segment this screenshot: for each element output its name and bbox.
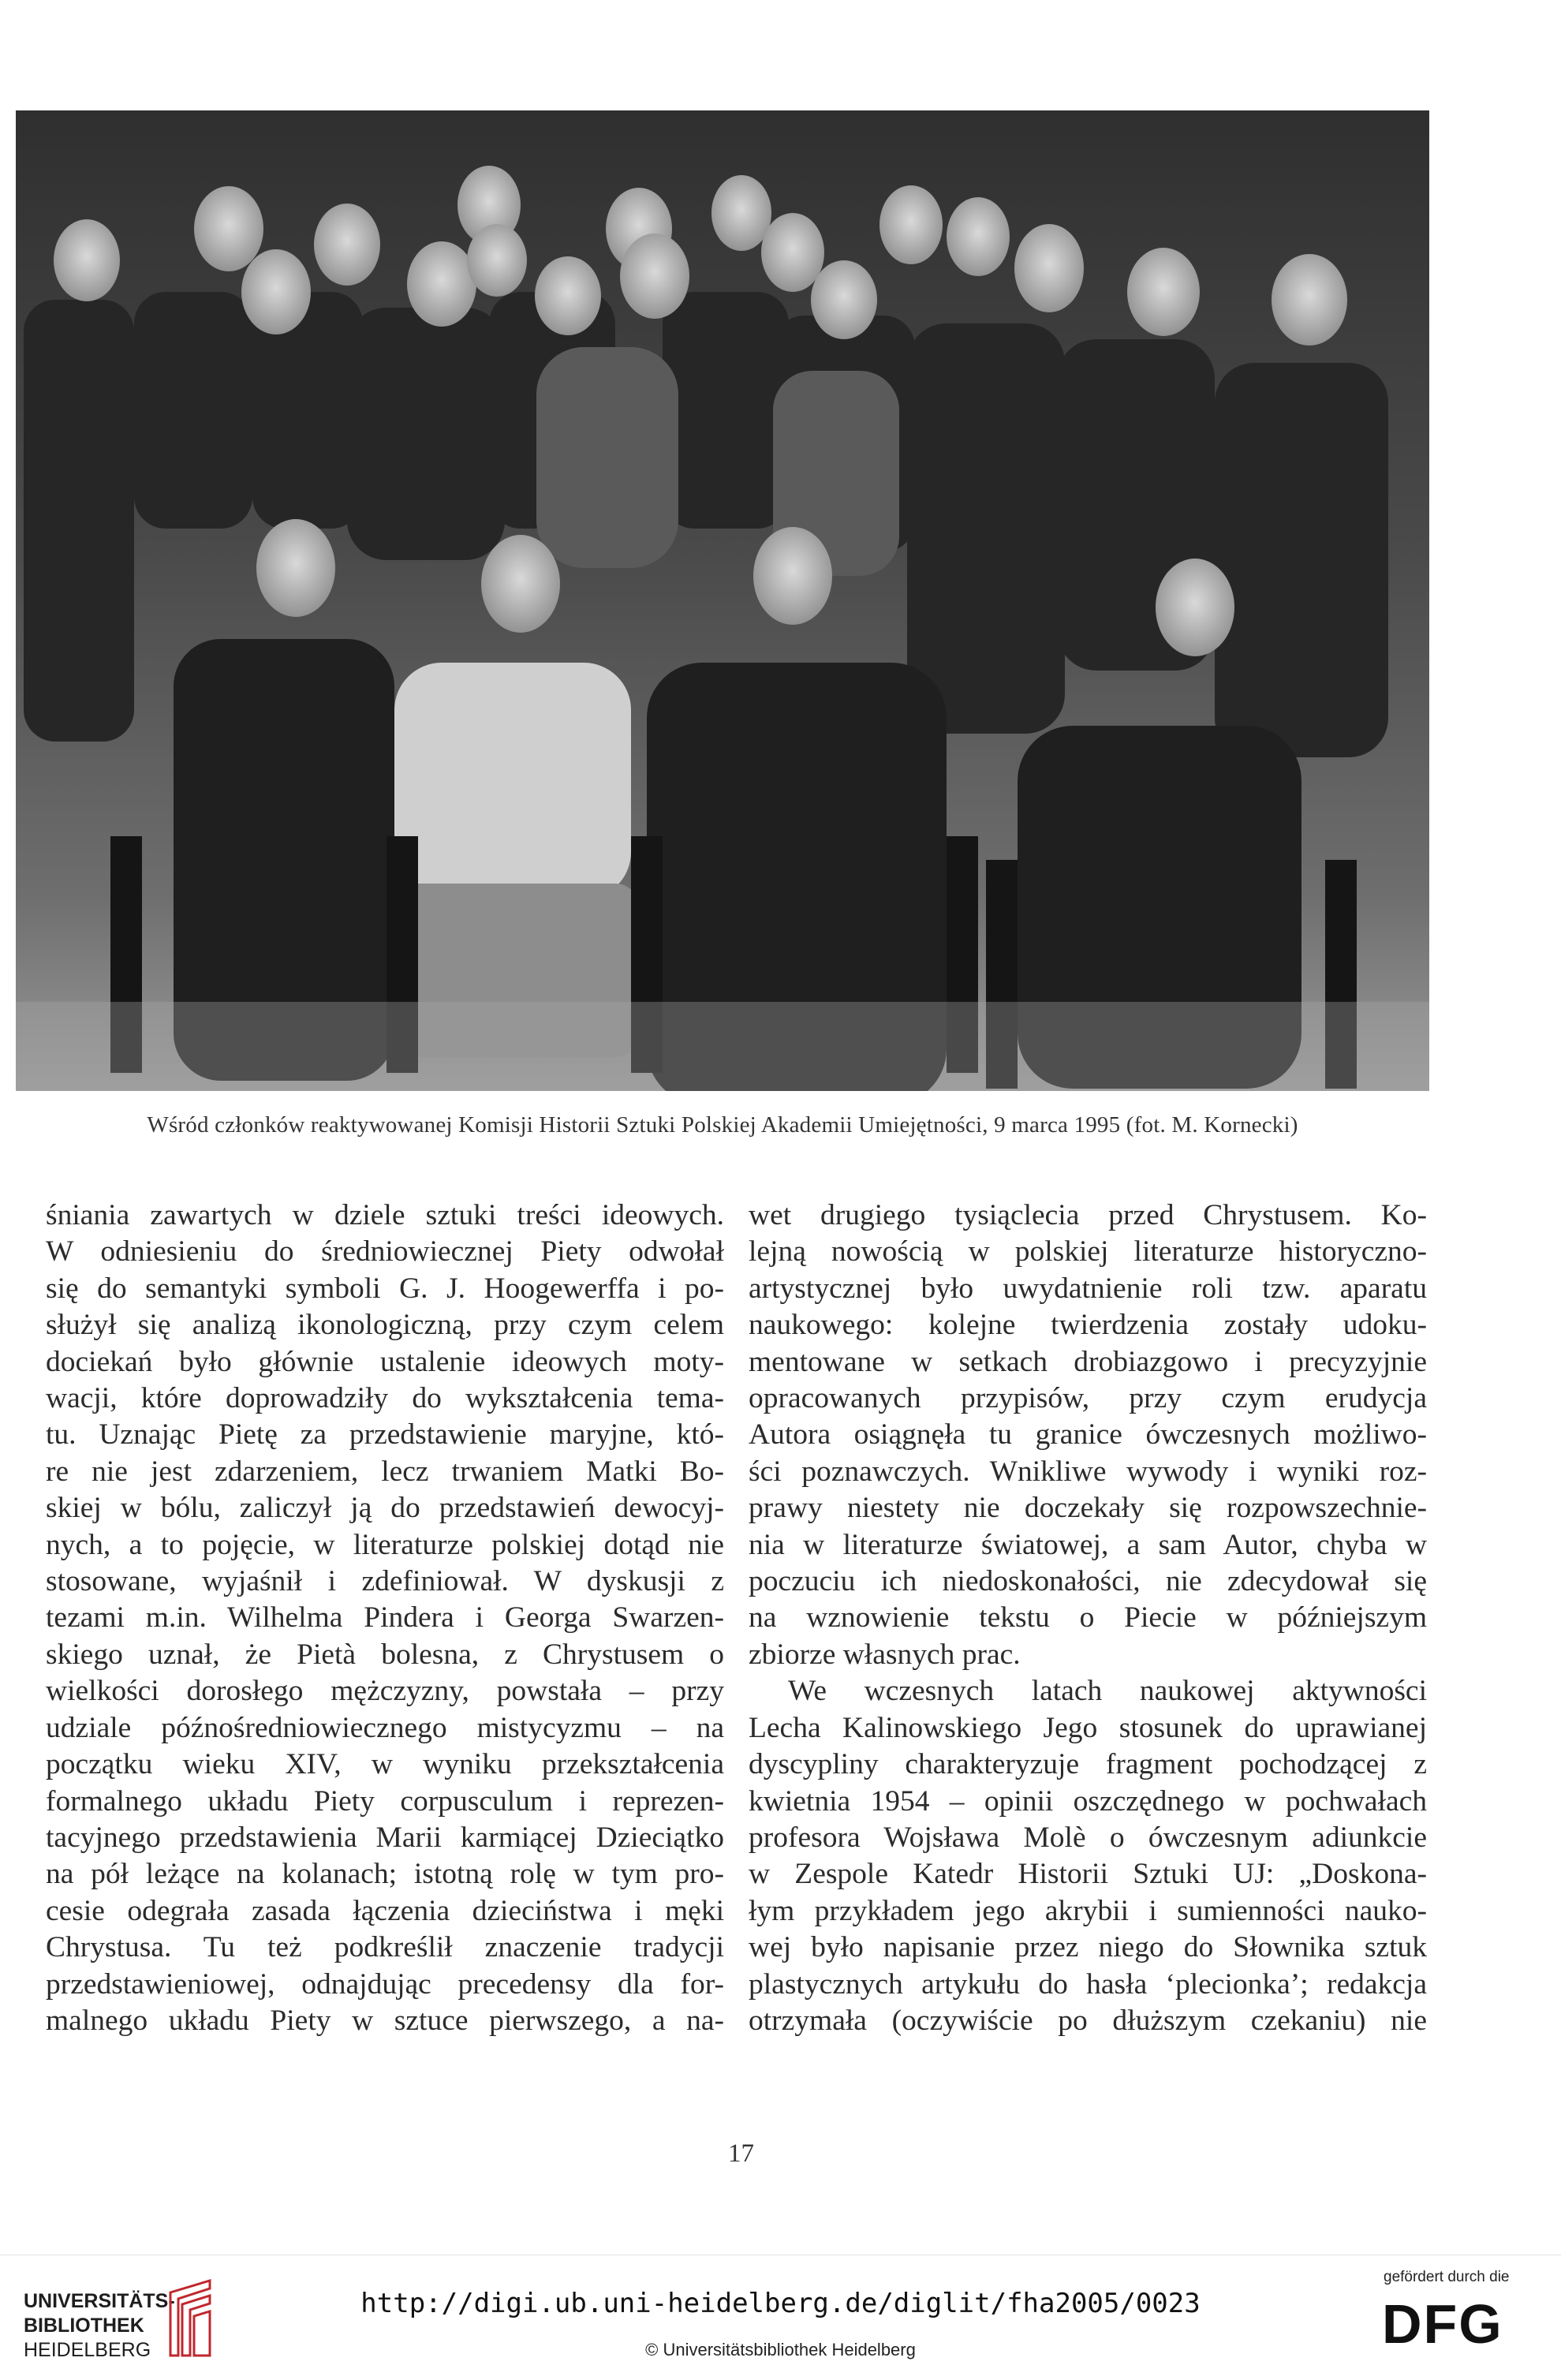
text-line: tacyjnego przedstawienia Marii karmiącej Dzieciątko <box>46 1821 724 1854</box>
text-line: skiej w bólu, zaliczył ją do przedstawień dewocyj- <box>46 1492 724 1525</box>
text-line: nych, a to pojęcie, w literaturze polskiej dotąd nie <box>46 1528 724 1561</box>
text-line: stosowane, wyjaśnił i zdefiniował. W dyskusji z <box>46 1565 724 1598</box>
text-line: tu. Uznając Pietę za przedstawienie maryjne, któ- <box>46 1418 724 1452</box>
text-line: na pół leżące na kolanach; istotną rolę w tym pro- <box>46 1858 724 1891</box>
text-line: na wznowienie tekstu o Piecie w późniejszym <box>749 1601 1427 1635</box>
text-line: ści poznawczych. Wnikliwe wywody i wyniki roz- <box>749 1455 1427 1488</box>
text-line: nia w literaturze światowej, a sam Autor, chyba w <box>749 1528 1427 1561</box>
text-line: otrzymała (oczywiście po dłuższym czekaniu) nie <box>749 2004 1427 2037</box>
text-line: cesie odegrała zasada łączenia dzieciństwa i męki <box>46 1894 724 1927</box>
text-line: wej było napisanie przez niego do Słownika sztuk <box>749 1931 1427 1964</box>
text-line: re nie jest zdarzeniem, lecz trwaniem Matki Bo- <box>46 1455 724 1488</box>
text-line: udziale późnośredniowiecznego mistycyzmu – na <box>46 1711 724 1744</box>
text-column-right <box>749 1197 1427 2039</box>
text-line: wacji, które doprowadziły do wykształcenia tema- <box>46 1382 724 1415</box>
text-line: lejną nowością w polskiej literaturze historyczno- <box>749 1235 1427 1268</box>
text-line: dyscypliny charakteryzuje fragment pochodzącej z <box>749 1748 1427 1781</box>
text-line: łym przykładem jego akrybii i sumienności nauko- <box>749 1894 1427 1927</box>
text-line: dociekań było głównie ustalenie ideowych moty- <box>46 1345 724 1378</box>
library-name-line2: BIBLIOTHEK <box>24 2315 144 2337</box>
text-line: profesora Wojsława Molè o ówczesnym adiunkcie <box>749 1821 1427 1854</box>
text-line: mentowane w setkach drobiazgowo i precyzyjnie <box>749 1345 1427 1378</box>
permalink-url[interactable]: http://digi.ub.uni-heidelberg.de/diglit/fha2005/0023 <box>360 2288 1201 2319</box>
photo-caption: Wśród członków reaktywowanej Komisji Historii Sztuki Polskiej Akademii Umiejętności, 9 marca 1995 (fot. M. Kornecki) <box>147 1112 1298 1138</box>
dfg-logo: DFG <box>1382 2293 1503 2355</box>
text-line: formalnego układu Piety corpusculum i reprezen- <box>46 1784 724 1818</box>
text-line: naukowego: kolejne twierdzenia zostały udoku- <box>749 1309 1427 1342</box>
text-line: służył się analizą ikonologiczną, przy czym celem <box>46 1309 724 1342</box>
text-line: opracowanych przypisów, przy czym erudycja <box>749 1382 1427 1415</box>
text-line: zbiorze własnych prac. <box>749 1638 1021 1671</box>
text-line: początku wieku XIV, w wyniku przekształcenia <box>46 1748 724 1781</box>
copyright-notice: © Universitätsbibliothek Heidelberg <box>645 2340 916 2359</box>
text-line: Chrystusa. Tu też podkreślił znaczenie tradycji <box>46 1931 724 1964</box>
text-line: malnego układu Piety w sztuce pierwszego, a na- <box>46 2004 724 2037</box>
paragraph-start-line: We wczesnych latach naukowej aktywności <box>788 1675 1427 1708</box>
text-line: prawy niestety nie doczekały się rozpowszechnie- <box>749 1492 1427 1525</box>
library-name-line1: UNIVERSITÄTS- <box>24 2290 175 2312</box>
text-line: kwietnia 1954 – opinii oszczędnego w pochwałach <box>749 1784 1427 1818</box>
text-column-left <box>46 1197 724 2039</box>
text-line: artystycznej było uwydatnienie roli tzw. aparatu <box>749 1272 1427 1305</box>
text-line: skiego uznał, że Pietà bolesna, z Chrystusem o <box>46 1638 724 1671</box>
group-photo-image <box>16 110 1429 1091</box>
text-line: Autora osiągnęła tu granice ówczesnych możliwo- <box>749 1418 1427 1452</box>
text-line: w Zespole Katedr Historii Sztuki UJ: „Doskona- <box>749 1858 1427 1891</box>
text-line: wet drugiego tysiąclecia przed Chrystusem. Ko- <box>749 1199 1427 1231</box>
text-line: W odniesieniu do średniowiecznej Piety odwołał <box>46 1235 724 1268</box>
text-line: śniania zawartych w dziele sztuki treści ideowych. <box>46 1199 724 1231</box>
library-name-line3: HEIDELBERG <box>24 2339 151 2361</box>
text-line: wielkości dorosłego mężczyzny, powstała – przy <box>46 1675 724 1708</box>
text-line: przedstawieniowej, odnajdując precedensy dla for- <box>46 1967 724 2001</box>
page-number: 17 <box>728 2139 754 2168</box>
text-line: plastycznych artykułu do hasła ‘plecionka’; redakcja <box>749 1967 1427 2001</box>
funding-note: gefördert durch die <box>1384 2269 1510 2285</box>
text-line: się do semantyki symboli G. J. Hoogewerffa i po- <box>46 1272 724 1305</box>
text-line: Lecha Kalinowskiego Jego stosunek do uprawianej <box>749 1711 1427 1744</box>
text-line: poczuciu ich niedoskonałości, nie zdecydował się <box>749 1565 1427 1598</box>
text-line: tezami m.in. Wilhelma Pindera i Georga Swarzen- <box>46 1601 724 1635</box>
group-photo <box>16 110 1429 1091</box>
